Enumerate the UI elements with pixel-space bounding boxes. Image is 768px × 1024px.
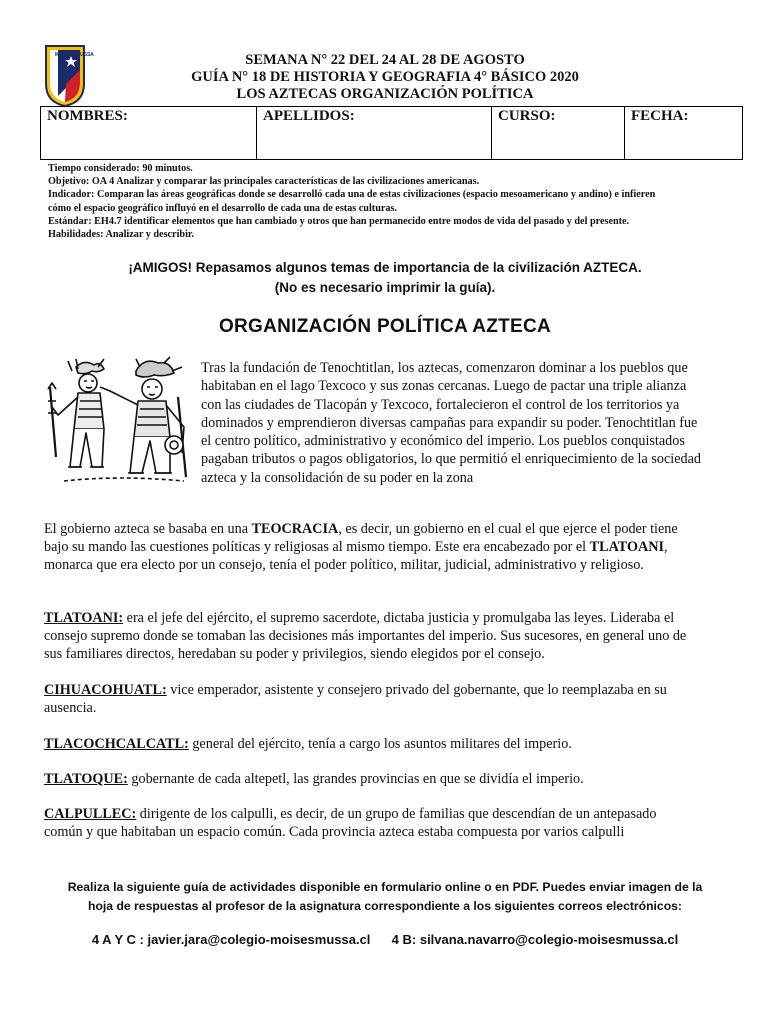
school-logo xyxy=(44,44,94,108)
guide-header xyxy=(120,52,650,103)
meta-objetivo: Objetivo: OA 4 Analizar y comparar las principales características de las civilizaciones americanas. xyxy=(48,176,480,188)
email-javier-link[interactable]: javier.jara@colegio-moisesmussa.cl xyxy=(147,932,371,947)
student-info-table xyxy=(40,106,743,160)
email-silvana-link[interactable]: silvana.navarro@colegio-moisesmussa.cl xyxy=(419,932,679,947)
activity-instructions: Realiza la siguiente guía de actividades disponible en formulario online o en PDF. Puedes enviar imagen de la hoja de respuestas al profesor de la asignatura correspondiente a los siguientes correos electrónicos: xyxy=(67,880,703,913)
meta-tiempo: Tiempo considerado: 90 minutos. xyxy=(48,163,193,174)
header-topic: LOS AZTECAS ORGANIZACIÓN POLÍTICA xyxy=(236,86,534,102)
intro-paragraph: Tras la fundación de Tenochtitlan, los aztecas, comenzaron dominar a los pueblos que habitaban en el lago Texcoco y sus zonas cercanas. Luego de pactar una triple alianza con las ciudades de Tlacopán y Texcoco, fortalecieron el control de los territorios ya dominados y emprendieron diversas campañas para expandir su poder. Tenochtitlan fue el centro político, administrativo y económico del imperio. Los pueblos conquistados pagaban tributos o pagos obligatorios, lo que permitió el enriquecimiento de la sociedad azteca y la consolidación de su poder en la zona xyxy=(201,360,701,486)
apellidos-field[interactable]: APELLIDOS: xyxy=(257,107,492,160)
curso-field[interactable]: CURSO: xyxy=(492,107,625,160)
section-title: ORGANIZACIÓN POLÍTICA AZTECA xyxy=(218,316,552,337)
tlatoani-definition: TLATOANI: era el jefe del ejército, el supremo sacerdote, dictaba justicia y promulgaba las leyes. Lideraba el consejo supremo donde se tomaban las decisiones más importantes del imperio. Sus sucesores, en general uno de sus familiares directos, heredaban su poder y privilegios, siendo elegidos por el consejo. xyxy=(44,610,687,663)
fecha-field[interactable]: FECHA: xyxy=(625,107,743,160)
cihuacohuatl-definition: CIHUACOHUATL: vice emperador, asistente y consejero privado del gobernante, que lo reemplazaba en su ausencia. xyxy=(44,682,667,717)
contact-emails: 4 A Y C : javier.jara@colegio-moisesmussa.cl 4 B: silvana.navarro@colegio-moisesmussa.cl xyxy=(91,932,679,947)
calpullec-definition: CALPULLEC: dirigente de los calpulli, es decir, de un grupo de familias que descendían de un antepasado común y que habitaban un espacio común. Cada provincia azteca estaba compuesta por varios calpulli xyxy=(44,806,657,841)
intro-note: ¡AMIGOS! Repasamos algunos temas de importancia de la civilización AZTECA. (No es necesario imprimir la guía). xyxy=(128,260,642,295)
svg-text:MOISES MUSSA: MOISES MUSSA xyxy=(55,52,94,58)
meta-indicador-cont: cómo el espacio geográfico influyó en el desarrollo de cada una de estas culturas. xyxy=(48,202,397,214)
meta-estandar: Estándar: EH4.7 identificar elementos que han cambiado y otros que han permanecido entre modos de vida del pasado y del presente. xyxy=(48,215,630,227)
teocracia-term: TEOCRACIA xyxy=(251,521,339,537)
meta-habilidades: Habilidades: Analizar y describir. xyxy=(48,229,195,241)
tlacochcalcatl-definition: TLACOCHCALCATL: general del ejército, tenía a cargo los asuntos militares del imperio. xyxy=(44,736,572,752)
gobierno-paragraph: El gobierno azteca se basaba en una TEOCRACIA, es decir, un gobierno en el cual el que ejerce el poder tiene bajo su mando las cuestiones políticas y religiosas al mismo tiempo. Este era encabezado por el TLATOANI, monarca que era electo por un consejo, tenía el poder político, militar, judicial, administrativo y religioso. xyxy=(44,521,678,574)
meta-indicador: Indicador: Comparan las áreas geográficas donde se desarrolló cada una de estas civilizaciones (espacio mesoamericano y andino) e infieren xyxy=(48,189,656,201)
header-week: SEMANA N° 22 DEL 24 AL 28 DE AGOSTO xyxy=(245,52,525,68)
nombres-field[interactable]: NOMBRES: xyxy=(41,107,257,160)
tlatoani-term: TLATOANI xyxy=(589,539,665,556)
header-guide: GUÍA N° 18 DE HISTORIA Y GEOGRAFIA 4° BÁSICO 2020 xyxy=(191,69,579,85)
tlatoque-definition: TLATOQUE: gobernante de cada altepetl, las grandes provincias en que se dividía el imperio. xyxy=(44,771,584,787)
aztec-warriors-illustration xyxy=(44,357,192,491)
guide-metadata xyxy=(48,162,748,241)
